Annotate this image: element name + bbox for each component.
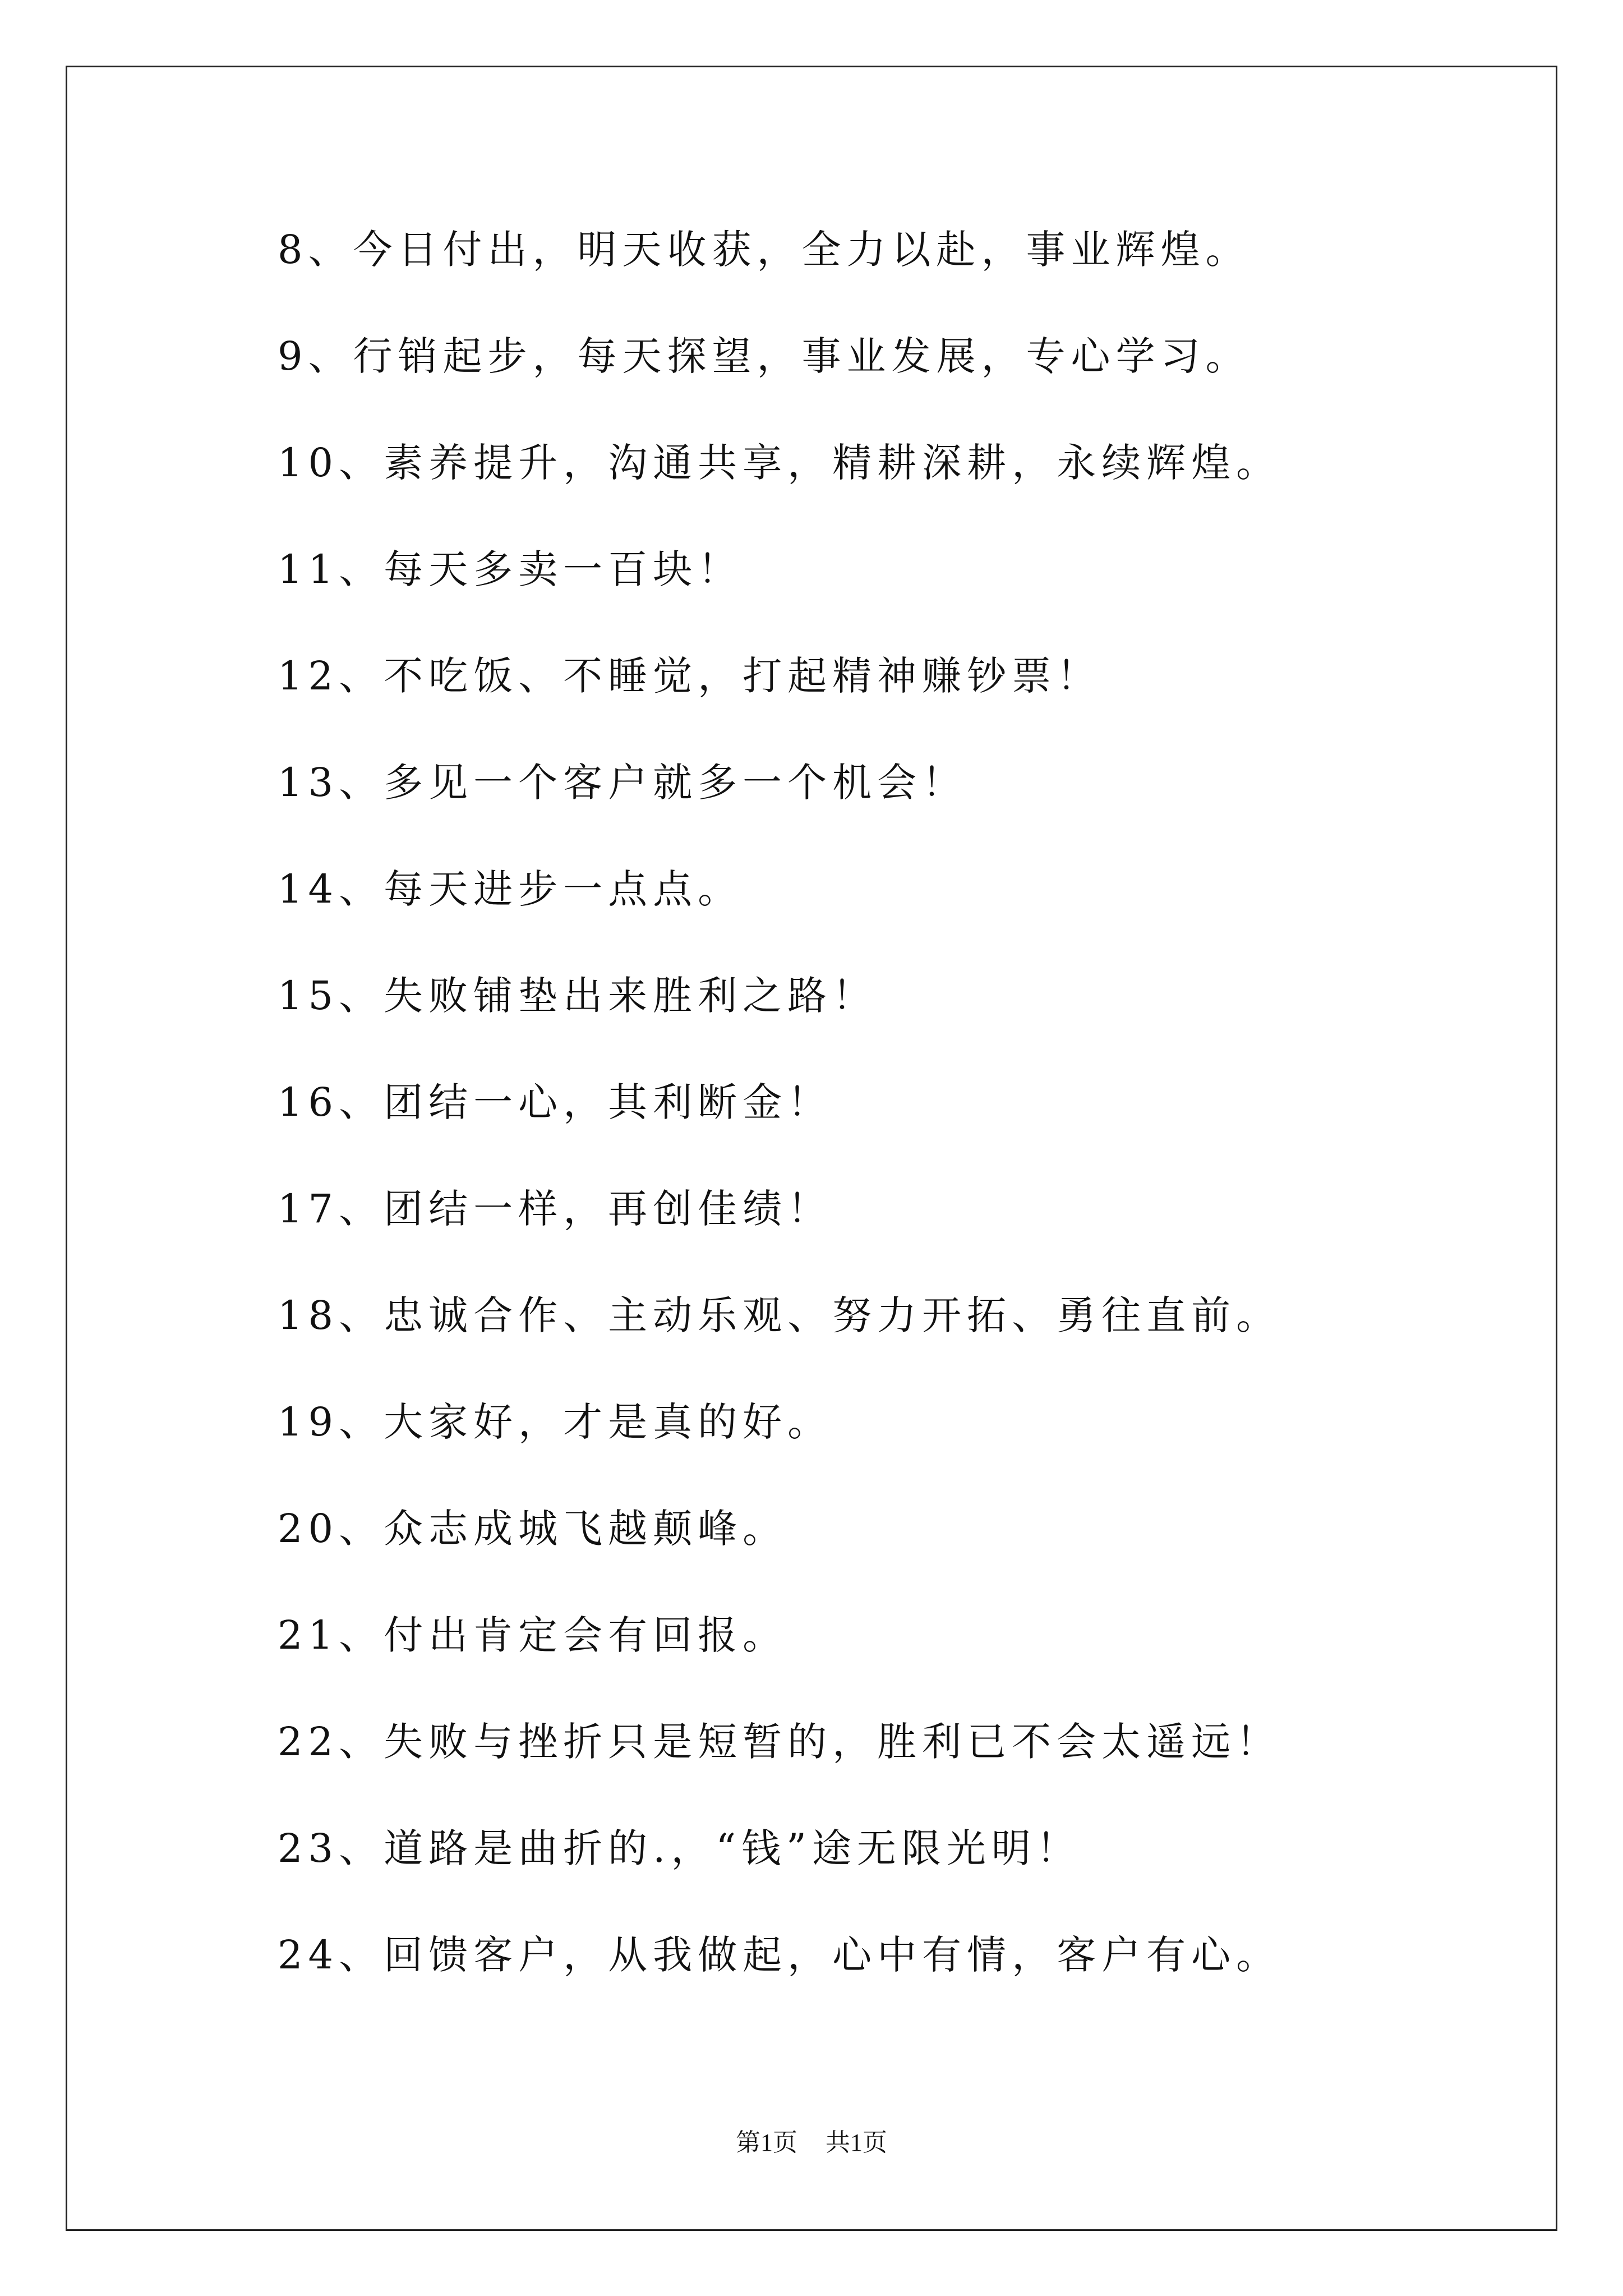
list-item: 10、素养提升，沟通共享，精耕深耕，永续辉煌。 xyxy=(278,440,1281,486)
page-footer xyxy=(0,2126,1623,2160)
slogan-list xyxy=(278,222,1511,2033)
list-item: 11、每天多卖一百块！ xyxy=(278,546,743,592)
list-item: 18、忠诚合作、主动乐观、努力开拓、勇往直前。 xyxy=(278,1292,1281,1338)
list-item: 14、每天进步一点点。 xyxy=(278,866,743,912)
list-item: 20、众志成城飞越颠峰。 xyxy=(278,1506,788,1552)
list-item: 8、今日付出，明天收获，全力以赴，事业辉煌。 xyxy=(278,227,1251,273)
page-number-current: 第1页 xyxy=(736,2129,797,2156)
list-item: 19、大家好，才是真的好。 xyxy=(278,1399,833,1445)
list-item: 23、道路是曲折的.，“钱”途无限光明！ xyxy=(278,1825,1081,1871)
list-item: 24、回馈客户，从我做起，心中有情，客户有心。 xyxy=(278,1932,1281,1978)
list-item: 17、团结一样，再创佳绩！ xyxy=(278,1186,833,1232)
list-item: 15、失败铺垫出来胜利之路！ xyxy=(278,973,878,1019)
list-item: 22、失败与挫折只是短暂的，胜利已不会太遥远！ xyxy=(278,1719,1281,1765)
list-item: 9、行销起步，每天探望，事业发展，专心学习。 xyxy=(278,333,1251,379)
list-item: 21、付出肯定会有回报。 xyxy=(278,1612,788,1658)
list-item: 16、团结一心，其利断金！ xyxy=(278,1079,833,1125)
list-item: 13、多见一个客户就多一个机会！ xyxy=(278,760,967,806)
list-item: 12、不吃饭、不睡觉，打起精神赚钞票！ xyxy=(278,653,1102,699)
page-number-total: 共1页 xyxy=(826,2129,887,2156)
